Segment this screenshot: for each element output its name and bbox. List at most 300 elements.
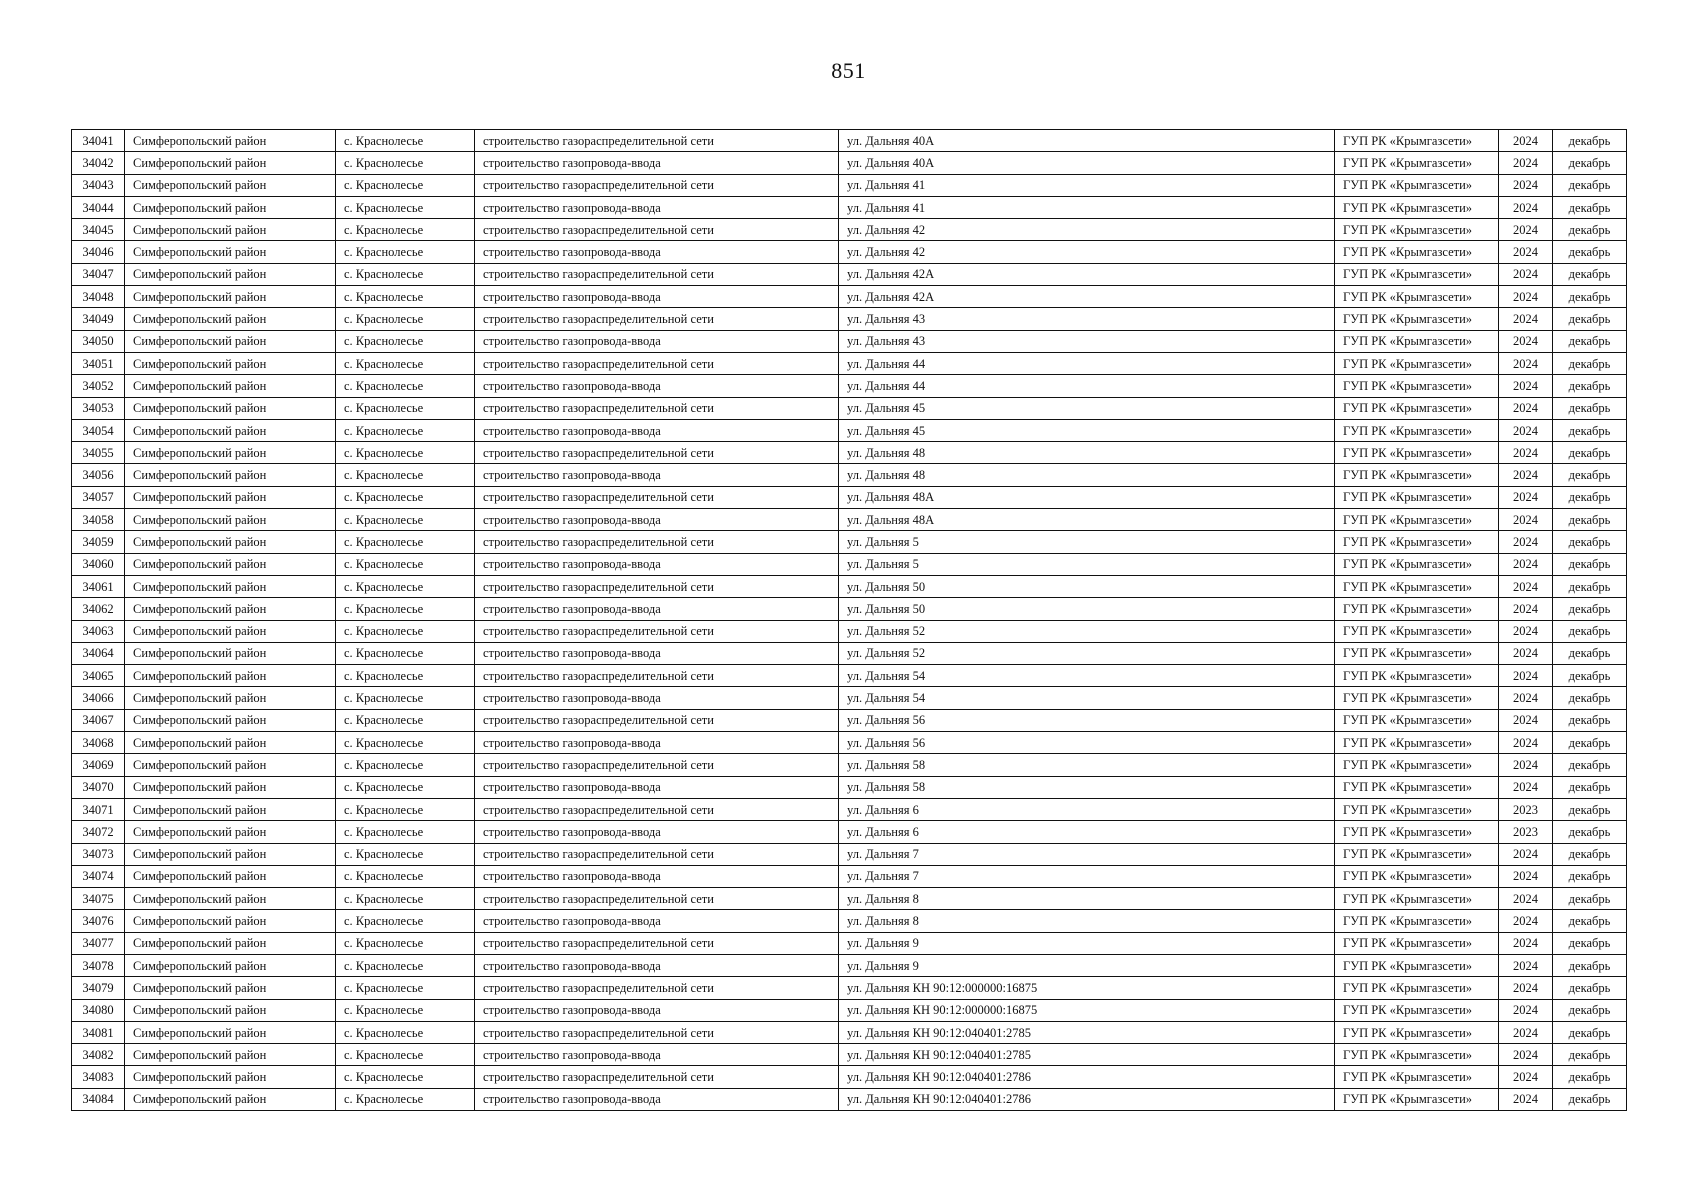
- cell-year: 2024: [1499, 419, 1553, 441]
- table-row: [72, 486, 1627, 508]
- cell-entry-number: 34071: [72, 798, 125, 820]
- cell-organization: ГУП РК «Крымгазсети»: [1335, 665, 1499, 687]
- cell-district: Симферопольский район: [125, 665, 336, 687]
- table-row: [72, 375, 1627, 397]
- cell-work-type: строительство газораспределительной сети: [475, 1021, 839, 1043]
- cell-district: Симферопольский район: [125, 910, 336, 932]
- cell-organization: ГУП РК «Крымгазсети»: [1335, 575, 1499, 597]
- cell-entry-number: 34074: [72, 865, 125, 887]
- cell-district: Симферопольский район: [125, 152, 336, 174]
- cell-district: Симферопольский район: [125, 286, 336, 308]
- cell-year: 2024: [1499, 486, 1553, 508]
- cell-work-type: строительство газопровода-ввода: [475, 821, 839, 843]
- cell-district: Симферопольский район: [125, 1088, 336, 1110]
- cell-entry-number: 34067: [72, 709, 125, 731]
- cell-organization: ГУП РК «Крымгазсети»: [1335, 419, 1499, 441]
- cell-settlement: с. Краснолесье: [336, 798, 475, 820]
- cell-district: Симферопольский район: [125, 843, 336, 865]
- cell-address: ул. Дальняя 56: [839, 709, 1335, 731]
- table-row: [72, 865, 1627, 887]
- cell-settlement: с. Краснолесье: [336, 821, 475, 843]
- cell-work-type: строительство газораспределительной сети: [475, 709, 839, 731]
- cell-settlement: с. Краснолесье: [336, 397, 475, 419]
- cell-address: ул. Дальняя 9: [839, 932, 1335, 954]
- cell-settlement: с. Краснолесье: [336, 352, 475, 374]
- table-row: [72, 286, 1627, 308]
- cell-entry-number: 34084: [72, 1088, 125, 1110]
- cell-organization: ГУП РК «Крымгазсети»: [1335, 397, 1499, 419]
- table-row: [72, 263, 1627, 285]
- cell-settlement: с. Краснолесье: [336, 152, 475, 174]
- cell-entry-number: 34055: [72, 442, 125, 464]
- cell-year: 2024: [1499, 397, 1553, 419]
- register-table: [71, 129, 1627, 1111]
- cell-work-type: строительство газораспределительной сети: [475, 352, 839, 374]
- cell-entry-number: 34060: [72, 553, 125, 575]
- cell-year: 2024: [1499, 709, 1553, 731]
- table-row: [72, 442, 1627, 464]
- cell-organization: ГУП РК «Крымгазсети»: [1335, 754, 1499, 776]
- cell-entry-number: 34052: [72, 375, 125, 397]
- cell-address: ул. Дальняя 42А: [839, 286, 1335, 308]
- cell-entry-number: 34056: [72, 464, 125, 486]
- cell-entry-number: 34058: [72, 509, 125, 531]
- table-row: [72, 397, 1627, 419]
- cell-work-type: строительство газораспределительной сети: [475, 308, 839, 330]
- cell-year: 2024: [1499, 286, 1553, 308]
- cell-settlement: с. Краснолесье: [336, 665, 475, 687]
- cell-work-type: строительство газопровода-ввода: [475, 732, 839, 754]
- cell-organization: ГУП РК «Крымгазсети»: [1335, 1066, 1499, 1088]
- cell-entry-number: 34070: [72, 776, 125, 798]
- cell-year: 2024: [1499, 531, 1553, 553]
- cell-district: Симферопольский район: [125, 1044, 336, 1066]
- cell-settlement: с. Краснолесье: [336, 642, 475, 664]
- cell-district: Симферопольский район: [125, 932, 336, 954]
- cell-address: ул. Дальняя 42: [839, 241, 1335, 263]
- cell-district: Симферопольский район: [125, 977, 336, 999]
- cell-month: декабрь: [1553, 464, 1627, 486]
- cell-entry-number: 34065: [72, 665, 125, 687]
- cell-entry-number: 34069: [72, 754, 125, 776]
- cell-work-type: строительство газораспределительной сети: [475, 1066, 839, 1088]
- cell-settlement: с. Краснолесье: [336, 687, 475, 709]
- cell-address: ул. Дальняя 8: [839, 910, 1335, 932]
- table-row: [72, 1044, 1627, 1066]
- cell-month: декабрь: [1553, 821, 1627, 843]
- cell-settlement: с. Краснолесье: [336, 910, 475, 932]
- cell-settlement: с. Краснолесье: [336, 754, 475, 776]
- cell-address: ул. Дальняя 48А: [839, 509, 1335, 531]
- cell-month: декабрь: [1553, 241, 1627, 263]
- cell-work-type: строительство газопровода-ввода: [475, 509, 839, 531]
- cell-work-type: строительство газораспределительной сети: [475, 486, 839, 508]
- cell-address: ул. Дальняя 43: [839, 308, 1335, 330]
- cell-work-type: строительство газопровода-ввода: [475, 999, 839, 1021]
- cell-work-type: строительство газопровода-ввода: [475, 687, 839, 709]
- cell-year: 2024: [1499, 843, 1553, 865]
- table-row: [72, 754, 1627, 776]
- table-row: [72, 575, 1627, 597]
- table-row: [72, 888, 1627, 910]
- table-row: [72, 152, 1627, 174]
- cell-entry-number: 34073: [72, 843, 125, 865]
- table-row: [72, 130, 1627, 152]
- cell-entry-number: 34064: [72, 642, 125, 664]
- cell-organization: ГУП РК «Крымгазсети»: [1335, 620, 1499, 642]
- cell-month: декабрь: [1553, 1044, 1627, 1066]
- cell-work-type: строительство газопровода-ввода: [475, 196, 839, 218]
- table-row: [72, 642, 1627, 664]
- table-row: [72, 330, 1627, 352]
- cell-address: ул. Дальняя 42А: [839, 263, 1335, 285]
- cell-district: Симферопольский район: [125, 308, 336, 330]
- cell-address: ул. Дальняя 56: [839, 732, 1335, 754]
- cell-month: декабрь: [1553, 509, 1627, 531]
- cell-work-type: строительство газораспределительной сети: [475, 130, 839, 152]
- table-row: [72, 174, 1627, 196]
- cell-year: 2024: [1499, 263, 1553, 285]
- cell-entry-number: 34044: [72, 196, 125, 218]
- cell-entry-number: 34053: [72, 397, 125, 419]
- cell-month: декабрь: [1553, 375, 1627, 397]
- cell-work-type: строительство газопровода-ввода: [475, 286, 839, 308]
- cell-district: Симферопольский район: [125, 687, 336, 709]
- table-row: [72, 1066, 1627, 1088]
- table-row: [72, 776, 1627, 798]
- cell-entry-number: 34063: [72, 620, 125, 642]
- cell-month: декабрь: [1553, 419, 1627, 441]
- cell-district: Симферопольский район: [125, 130, 336, 152]
- cell-address: ул. Дальняя 48А: [839, 486, 1335, 508]
- cell-year: 2024: [1499, 130, 1553, 152]
- cell-year: 2024: [1499, 152, 1553, 174]
- cell-entry-number: 34079: [72, 977, 125, 999]
- cell-address: ул. Дальняя КН 90:12:000000:16875: [839, 977, 1335, 999]
- cell-district: Симферопольский район: [125, 575, 336, 597]
- cell-district: Симферопольский район: [125, 531, 336, 553]
- cell-organization: ГУП РК «Крымгазсети»: [1335, 241, 1499, 263]
- cell-work-type: строительство газопровода-ввода: [475, 152, 839, 174]
- cell-entry-number: 34051: [72, 352, 125, 374]
- cell-year: 2024: [1499, 732, 1553, 754]
- cell-organization: ГУП РК «Крымгазсети»: [1335, 910, 1499, 932]
- cell-district: Симферопольский район: [125, 486, 336, 508]
- cell-work-type: строительство газораспределительной сети: [475, 531, 839, 553]
- cell-entry-number: 34062: [72, 598, 125, 620]
- cell-work-type: строительство газопровода-ввода: [475, 598, 839, 620]
- table-row: [72, 910, 1627, 932]
- table-row: [72, 598, 1627, 620]
- cell-year: 2024: [1499, 910, 1553, 932]
- table-row: [72, 1088, 1627, 1110]
- cell-organization: ГУП РК «Крымгазсети»: [1335, 330, 1499, 352]
- cell-address: ул. Дальняя 9: [839, 954, 1335, 976]
- cell-district: Симферопольский район: [125, 419, 336, 441]
- table-row: [72, 977, 1627, 999]
- page-number: 851: [831, 58, 866, 83]
- cell-organization: ГУП РК «Крымгазсети»: [1335, 263, 1499, 285]
- cell-work-type: строительство газопровода-ввода: [475, 1088, 839, 1110]
- cell-work-type: строительство газопровода-ввода: [475, 241, 839, 263]
- cell-organization: ГУП РК «Крымгазсети»: [1335, 1021, 1499, 1043]
- cell-settlement: с. Краснолесье: [336, 1088, 475, 1110]
- cell-district: Симферопольский район: [125, 464, 336, 486]
- cell-month: декабрь: [1553, 174, 1627, 196]
- cell-address: ул. Дальняя КН 90:12:000000:16875: [839, 999, 1335, 1021]
- table-row: [72, 665, 1627, 687]
- cell-year: 2024: [1499, 575, 1553, 597]
- cell-organization: ГУП РК «Крымгазсети»: [1335, 642, 1499, 664]
- cell-work-type: строительство газопровода-ввода: [475, 865, 839, 887]
- table-row: [72, 219, 1627, 241]
- cell-work-type: строительство газораспределительной сети: [475, 888, 839, 910]
- cell-year: 2024: [1499, 1021, 1553, 1043]
- cell-organization: ГУП РК «Крымгазсети»: [1335, 464, 1499, 486]
- cell-month: декабрь: [1553, 286, 1627, 308]
- cell-district: Симферопольский район: [125, 174, 336, 196]
- cell-month: декабрь: [1553, 888, 1627, 910]
- cell-month: декабрь: [1553, 130, 1627, 152]
- cell-organization: ГУП РК «Крымгазсети»: [1335, 888, 1499, 910]
- cell-settlement: с. Краснолесье: [336, 286, 475, 308]
- cell-organization: ГУП РК «Крымгазсети»: [1335, 865, 1499, 887]
- cell-entry-number: 34047: [72, 263, 125, 285]
- cell-month: декабрь: [1553, 865, 1627, 887]
- cell-settlement: с. Краснолесье: [336, 1066, 475, 1088]
- cell-work-type: строительство газораспределительной сети: [475, 397, 839, 419]
- cell-month: декабрь: [1553, 219, 1627, 241]
- cell-month: декабрь: [1553, 642, 1627, 664]
- cell-district: Симферопольский район: [125, 330, 336, 352]
- table-row: [72, 1021, 1627, 1043]
- cell-entry-number: 34083: [72, 1066, 125, 1088]
- cell-year: 2024: [1499, 174, 1553, 196]
- cell-month: декабрь: [1553, 1066, 1627, 1088]
- cell-district: Симферопольский район: [125, 642, 336, 664]
- cell-address: ул. Дальняя 52: [839, 620, 1335, 642]
- cell-organization: ГУП РК «Крымгазсети»: [1335, 932, 1499, 954]
- cell-district: Симферопольский район: [125, 196, 336, 218]
- cell-district: Симферопольский район: [125, 241, 336, 263]
- cell-address: ул. Дальняя 5: [839, 553, 1335, 575]
- cell-entry-number: 34048: [72, 286, 125, 308]
- table-row: [72, 999, 1627, 1021]
- cell-organization: ГУП РК «Крымгазсети»: [1335, 776, 1499, 798]
- cell-organization: ГУП РК «Крымгазсети»: [1335, 219, 1499, 241]
- table-row: [72, 419, 1627, 441]
- cell-address: ул. Дальняя 44: [839, 375, 1335, 397]
- cell-organization: ГУП РК «Крымгазсети»: [1335, 798, 1499, 820]
- cell-year: 2024: [1499, 464, 1553, 486]
- cell-address: ул. Дальняя КН 90:12:040401:2786: [839, 1088, 1335, 1110]
- cell-organization: ГУП РК «Крымгазсети»: [1335, 687, 1499, 709]
- cell-address: ул. Дальняя 54: [839, 665, 1335, 687]
- cell-settlement: с. Краснолесье: [336, 1021, 475, 1043]
- cell-district: Симферопольский район: [125, 865, 336, 887]
- cell-organization: ГУП РК «Крымгазсети»: [1335, 486, 1499, 508]
- cell-month: декабрь: [1553, 575, 1627, 597]
- cell-organization: ГУП РК «Крымгазсети»: [1335, 1088, 1499, 1110]
- cell-year: 2024: [1499, 598, 1553, 620]
- cell-month: декабрь: [1553, 687, 1627, 709]
- cell-month: декабрь: [1553, 442, 1627, 464]
- cell-settlement: с. Краснолесье: [336, 776, 475, 798]
- cell-work-type: строительство газопровода-ввода: [475, 464, 839, 486]
- cell-month: декабрь: [1553, 397, 1627, 419]
- cell-month: декабрь: [1553, 1088, 1627, 1110]
- cell-work-type: строительство газораспределительной сети: [475, 620, 839, 642]
- cell-organization: ГУП РК «Крымгазсети»: [1335, 1044, 1499, 1066]
- cell-month: декабрь: [1553, 330, 1627, 352]
- cell-district: Симферопольский район: [125, 999, 336, 1021]
- cell-month: декабрь: [1553, 486, 1627, 508]
- cell-district: Симферопольский район: [125, 442, 336, 464]
- cell-settlement: с. Краснолесье: [336, 999, 475, 1021]
- cell-work-type: строительство газораспределительной сети: [475, 442, 839, 464]
- cell-district: Симферопольский район: [125, 954, 336, 976]
- cell-work-type: строительство газопровода-ввода: [475, 954, 839, 976]
- cell-settlement: с. Краснолесье: [336, 442, 475, 464]
- cell-entry-number: 34057: [72, 486, 125, 508]
- cell-entry-number: 34068: [72, 732, 125, 754]
- cell-settlement: с. Краснолесье: [336, 709, 475, 731]
- cell-address: ул. Дальняя 41: [839, 196, 1335, 218]
- table-row: [72, 308, 1627, 330]
- cell-year: 2024: [1499, 665, 1553, 687]
- cell-year: 2024: [1499, 865, 1553, 887]
- cell-district: Симферопольский район: [125, 821, 336, 843]
- cell-entry-number: 34049: [72, 308, 125, 330]
- cell-organization: ГУП РК «Крымгазсети»: [1335, 709, 1499, 731]
- cell-month: декабрь: [1553, 754, 1627, 776]
- cell-work-type: строительство газопровода-ввода: [475, 642, 839, 664]
- cell-month: декабрь: [1553, 977, 1627, 999]
- cell-month: декабрь: [1553, 843, 1627, 865]
- register-body: [72, 130, 1627, 1111]
- cell-work-type: строительство газопровода-ввода: [475, 330, 839, 352]
- cell-year: 2024: [1499, 687, 1553, 709]
- cell-address: ул. Дальняя 54: [839, 687, 1335, 709]
- cell-settlement: с. Краснолесье: [336, 932, 475, 954]
- cell-year: 2024: [1499, 352, 1553, 374]
- cell-entry-number: 34078: [72, 954, 125, 976]
- cell-organization: ГУП РК «Крымгазсети»: [1335, 442, 1499, 464]
- table-row: [72, 687, 1627, 709]
- cell-year: 2024: [1499, 375, 1553, 397]
- cell-settlement: с. Краснолесье: [336, 308, 475, 330]
- cell-work-type: строительство газораспределительной сети: [475, 665, 839, 687]
- cell-year: 2024: [1499, 620, 1553, 642]
- cell-organization: ГУП РК «Крымгазсети»: [1335, 375, 1499, 397]
- table-row: [72, 352, 1627, 374]
- cell-month: декабрь: [1553, 263, 1627, 285]
- cell-year: 2024: [1499, 888, 1553, 910]
- cell-year: 2024: [1499, 977, 1553, 999]
- cell-year: 2024: [1499, 776, 1553, 798]
- cell-settlement: с. Краснолесье: [336, 419, 475, 441]
- cell-work-type: строительство газопровода-ввода: [475, 1044, 839, 1066]
- cell-entry-number: 34041: [72, 130, 125, 152]
- cell-settlement: с. Краснолесье: [336, 219, 475, 241]
- cell-address: ул. Дальняя 6: [839, 798, 1335, 820]
- cell-month: декабрь: [1553, 598, 1627, 620]
- cell-address: ул. Дальняя 42: [839, 219, 1335, 241]
- cell-year: 2024: [1499, 932, 1553, 954]
- cell-address: ул. Дальняя КН 90:12:040401:2785: [839, 1044, 1335, 1066]
- cell-settlement: с. Краснолесье: [336, 598, 475, 620]
- cell-address: ул. Дальняя КН 90:12:040401:2786: [839, 1066, 1335, 1088]
- cell-district: Симферопольский район: [125, 798, 336, 820]
- cell-entry-number: 34043: [72, 174, 125, 196]
- table-row: [72, 821, 1627, 843]
- cell-settlement: с. Краснолесье: [336, 888, 475, 910]
- cell-address: ул. Дальняя 50: [839, 575, 1335, 597]
- cell-entry-number: 34080: [72, 999, 125, 1021]
- cell-month: декабрь: [1553, 798, 1627, 820]
- cell-district: Симферопольский район: [125, 553, 336, 575]
- cell-settlement: с. Краснолесье: [336, 196, 475, 218]
- cell-organization: ГУП РК «Крымгазсети»: [1335, 598, 1499, 620]
- cell-work-type: строительство газопровода-ввода: [475, 910, 839, 932]
- cell-district: Симферопольский район: [125, 709, 336, 731]
- cell-work-type: строительство газораспределительной сети: [475, 932, 839, 954]
- cell-settlement: с. Краснолесье: [336, 330, 475, 352]
- cell-year: 2024: [1499, 196, 1553, 218]
- cell-year: 2024: [1499, 442, 1553, 464]
- cell-year: 2024: [1499, 999, 1553, 1021]
- cell-organization: ГУП РК «Крымгазсети»: [1335, 553, 1499, 575]
- table-row: [72, 932, 1627, 954]
- cell-address: ул. Дальняя 58: [839, 754, 1335, 776]
- cell-entry-number: 34081: [72, 1021, 125, 1043]
- cell-work-type: строительство газораспределительной сети: [475, 843, 839, 865]
- cell-year: 2024: [1499, 754, 1553, 776]
- table-row: [72, 509, 1627, 531]
- cell-settlement: с. Краснолесье: [336, 531, 475, 553]
- cell-settlement: с. Краснолесье: [336, 375, 475, 397]
- cell-month: декабрь: [1553, 553, 1627, 575]
- cell-entry-number: 34054: [72, 419, 125, 441]
- cell-entry-number: 34072: [72, 821, 125, 843]
- cell-district: Симферопольский район: [125, 263, 336, 285]
- cell-district: Симферопольский район: [125, 888, 336, 910]
- table-row: [72, 954, 1627, 976]
- cell-year: 2024: [1499, 308, 1553, 330]
- cell-address: ул. Дальняя 50: [839, 598, 1335, 620]
- cell-entry-number: 34042: [72, 152, 125, 174]
- cell-settlement: с. Краснолесье: [336, 954, 475, 976]
- table-row: [72, 196, 1627, 218]
- cell-organization: ГУП РК «Крымгазсети»: [1335, 509, 1499, 531]
- cell-settlement: с. Краснолесье: [336, 553, 475, 575]
- cell-year: 2024: [1499, 241, 1553, 263]
- cell-year: 2024: [1499, 219, 1553, 241]
- cell-work-type: строительство газопровода-ввода: [475, 419, 839, 441]
- table-row: [72, 553, 1627, 575]
- cell-year: 2023: [1499, 798, 1553, 820]
- cell-address: ул. Дальняя 44: [839, 352, 1335, 374]
- cell-organization: ГУП РК «Крымгазсети»: [1335, 732, 1499, 754]
- cell-entry-number: 34046: [72, 241, 125, 263]
- cell-district: Симферопольский район: [125, 620, 336, 642]
- cell-entry-number: 34066: [72, 687, 125, 709]
- cell-organization: ГУП РК «Крымгазсети»: [1335, 352, 1499, 374]
- cell-organization: ГУП РК «Крымгазсети»: [1335, 977, 1499, 999]
- cell-entry-number: 34076: [72, 910, 125, 932]
- cell-entry-number: 34075: [72, 888, 125, 910]
- cell-year: 2024: [1499, 1044, 1553, 1066]
